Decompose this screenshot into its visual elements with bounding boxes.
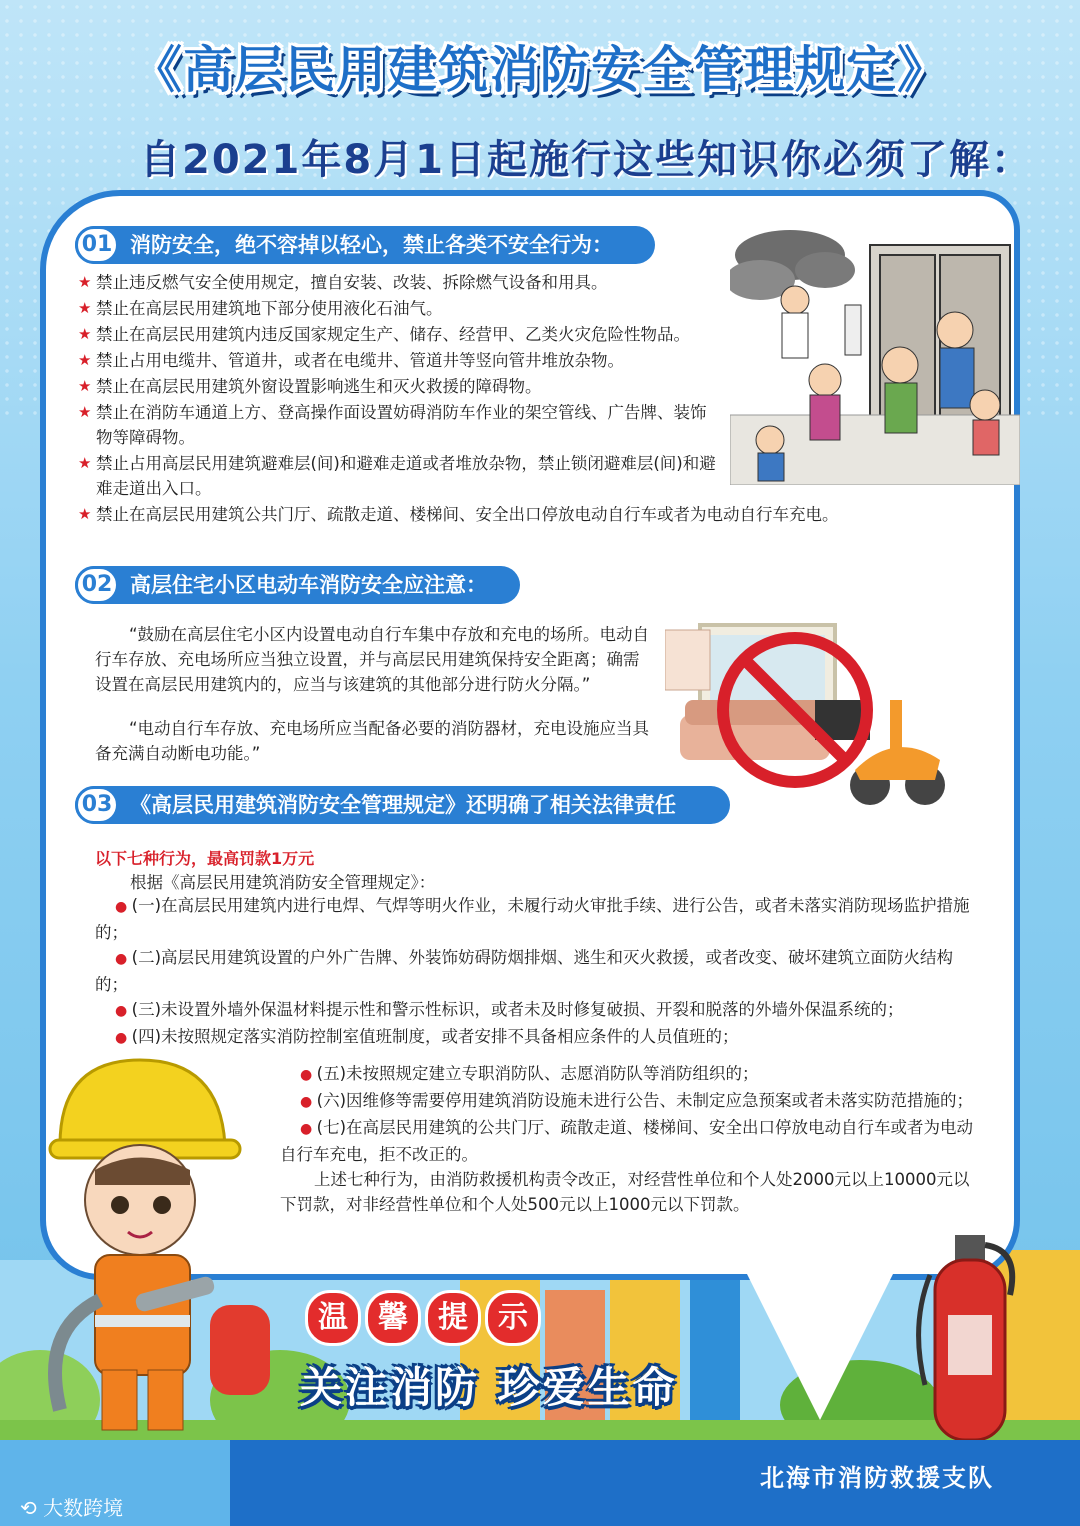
list-item: ● (七)在高层民用建筑的公共门厅、疏散走道、楼梯间、安全出口停放电动自行车或者为电动自行车充电，拒不改正的。 (280, 1118, 974, 1164)
evacuation-illustration (730, 215, 1020, 485)
star-icon: ★ (78, 351, 92, 369)
section2-paragraph-1: “鼓励在高层住宅小区内设置电动自行车集中存放和充电的场所。电动自行车存放、充电场所应当独立设置，并与高层民用建筑保持安全距离；确需设置在高层民用建筑内的，应当与该建筑的其他部分进行防火分隔。” (95, 625, 650, 694)
section1-number: 01 (75, 226, 119, 264)
section2-heading: 高层住宅小区电动车消防安全应注意： (75, 566, 520, 604)
list-item: ● (三)未设置外墙外保温材料提示性和警示性标识，或者未及时修复破损、开裂和脱落的外墙外保温系统的； (115, 1000, 904, 1019)
bullet-dot-icon: ● (115, 1030, 132, 1046)
section3-header (75, 786, 730, 824)
section1-heading: 消防安全，绝不容掉以轻心，禁止各类不安全行为： (75, 226, 655, 264)
section2-paragraph-2: “电动自行车存放、充电场所应当配备必要的消防器材，充电设施应当具备充满自动断电功能。” (95, 719, 650, 763)
list-item: ★ 禁止占用高层民用建筑避难层(间)和避难走道或者堆放杂物，禁止锁闭避难层(间)和避难走道出入口。 (78, 451, 718, 501)
bullet-dot-icon: ● (115, 1003, 132, 1019)
star-icon: ★ (78, 273, 92, 291)
list-item: ★ 禁止在消防车通道上方、登高操作面设置妨碍消防车作业的架空管线、广告牌、装饰物等障碍物。 (78, 400, 718, 450)
list-item: ● (六)因维修等需要停用建筑消防设施未进行公告、未制定应急预案或者未落实防范措施的； (300, 1091, 974, 1110)
bullet-dot-icon: ● (115, 899, 132, 915)
list-item: ★ 禁止在高层民用建筑内违反国家规定生产、储存、经营甲、乙类火灾危险性物品。 (78, 322, 718, 347)
penalty-title: 以下七种行为，最高罚款1万元 (95, 849, 315, 868)
section3-list-continued (280, 1061, 975, 1217)
bullet-dot-icon: ● (300, 1067, 317, 1083)
agency-name: 北海市消防救援支队 (760, 1464, 994, 1492)
bullet-dot-icon: ● (300, 1094, 317, 1110)
star-icon: ★ (78, 505, 92, 523)
star-icon: ★ (78, 454, 92, 472)
star-icon: ★ (78, 403, 92, 421)
star-icon: ★ (78, 377, 92, 395)
slogan: 关注消防 珍爱生命 (300, 1363, 678, 1412)
watermark-logo-icon: ⟲ (20, 1496, 44, 1520)
penalty-summary: 上述七种行为，由消防救援机构责令改正，对经营性单位和个人处2000元以上10000元以下罚款，对非经营性单位和个人处500元以上1000元以下罚款。 (280, 1170, 970, 1214)
star-icon: ★ (78, 299, 92, 317)
list-item: ● (五)未按照规定建立专职消防队、志愿消防队等消防组织的； (300, 1064, 759, 1083)
section3-intro: 根据《高层民用建筑消防安全管理规定》： (130, 873, 436, 892)
tip-char: 馨 (365, 1290, 421, 1346)
list-item: ● (二)高层民用建筑设置的户外广告牌、外装饰妨碍防烟排烟、逃生和灭火救援，或者改变、破坏建筑立面防火结构的； (95, 948, 954, 994)
list-item: ★ 禁止违反燃气安全使用规定，擅自安装、改装、拆除燃气设备和用具。 (78, 270, 718, 295)
section3-list (95, 893, 975, 1051)
list-item: ★ 禁止占用电缆井、管道井，或者在电缆井、管道井等竖向管井堆放杂物。 (78, 348, 718, 373)
list-item: ★ 禁止在高层民用建筑外窗设置影响逃生和灭火救援的障碍物。 (78, 374, 718, 399)
tip-char: 示 (485, 1290, 541, 1346)
tip-char: 提 (425, 1290, 481, 1346)
page-subtitle: 自2021年8月1日起施行这些知识你必须了解： (140, 137, 1033, 183)
section2-number: 02 (75, 566, 119, 604)
list-item: ★ 禁止在高层民用建筑公共门厅、疏散走道、楼梯间、安全出口停放电动自行车或者为电动自行车充电。 (78, 502, 976, 527)
list-item: ● (一)在高层民用建筑内进行电焊、气焊等明火作业，未履行动火审批手续、进行公告，或者未落实消防现场监护措施的； (95, 896, 970, 942)
section3-heading: 《高层民用建筑消防安全管理规定》还明确了相关法律责任 (75, 786, 730, 824)
tip-char: 温 (305, 1290, 361, 1346)
list-item: ★ 禁止在高层民用建筑地下部分使用液化石油气。 (78, 296, 718, 321)
section3-number: 03 (75, 786, 119, 824)
firefighter-illustration (40, 1050, 290, 1450)
page-title: 《高层民用建筑消防安全管理规定》 (132, 41, 948, 99)
panel-notch (730, 1240, 910, 1420)
section1-list (78, 270, 839, 528)
warm-tip-badge (305, 1290, 545, 1346)
fire-extinguisher-illustration (910, 1235, 1020, 1445)
star-icon: ★ (78, 325, 92, 343)
watermark: ⟲ 大数跨境 (20, 1496, 124, 1520)
section1-header (75, 226, 655, 264)
bullet-dot-icon: ● (115, 951, 132, 967)
section2-header (75, 566, 520, 604)
list-item: ● (四)未按照规定落实消防控制室值班制度，或者安排不具备相应条件的人员值班的； (115, 1027, 739, 1046)
bullet-dot-icon: ● (300, 1121, 317, 1137)
